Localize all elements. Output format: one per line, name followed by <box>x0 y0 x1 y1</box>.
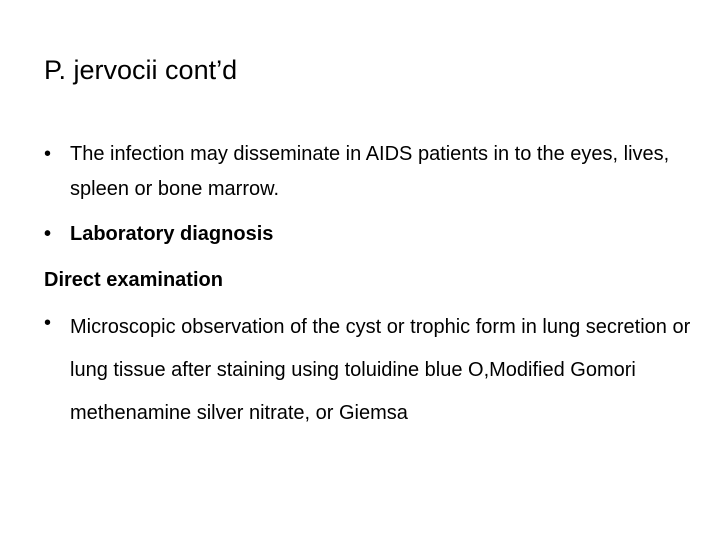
bullet-item <box>44 137 714 207</box>
slide-body <box>44 137 714 445</box>
bullet-icon: • <box>44 223 52 245</box>
slide-title: P. jervocii cont’d <box>44 55 238 85</box>
bullet-icon: • <box>44 143 52 165</box>
bullet-text: Laboratory diagnosis <box>70 223 274 245</box>
bullet-item <box>44 217 714 252</box>
bullet-text: The infection may disseminate in AIDS patients in to the eyes, lives, spleen or bone marrow. <box>70 143 670 200</box>
bullet-text: Microscopic observation of the cyst or trophic form in lung secretion or lung tissue after staining using toluidine blue O,Modified Gomori methenamine silver nitrate, or Giemsa <box>70 316 691 424</box>
bullet-icon: • <box>44 312 52 334</box>
section-subheading: Direct examination <box>44 269 223 291</box>
bullet-item <box>44 306 714 435</box>
